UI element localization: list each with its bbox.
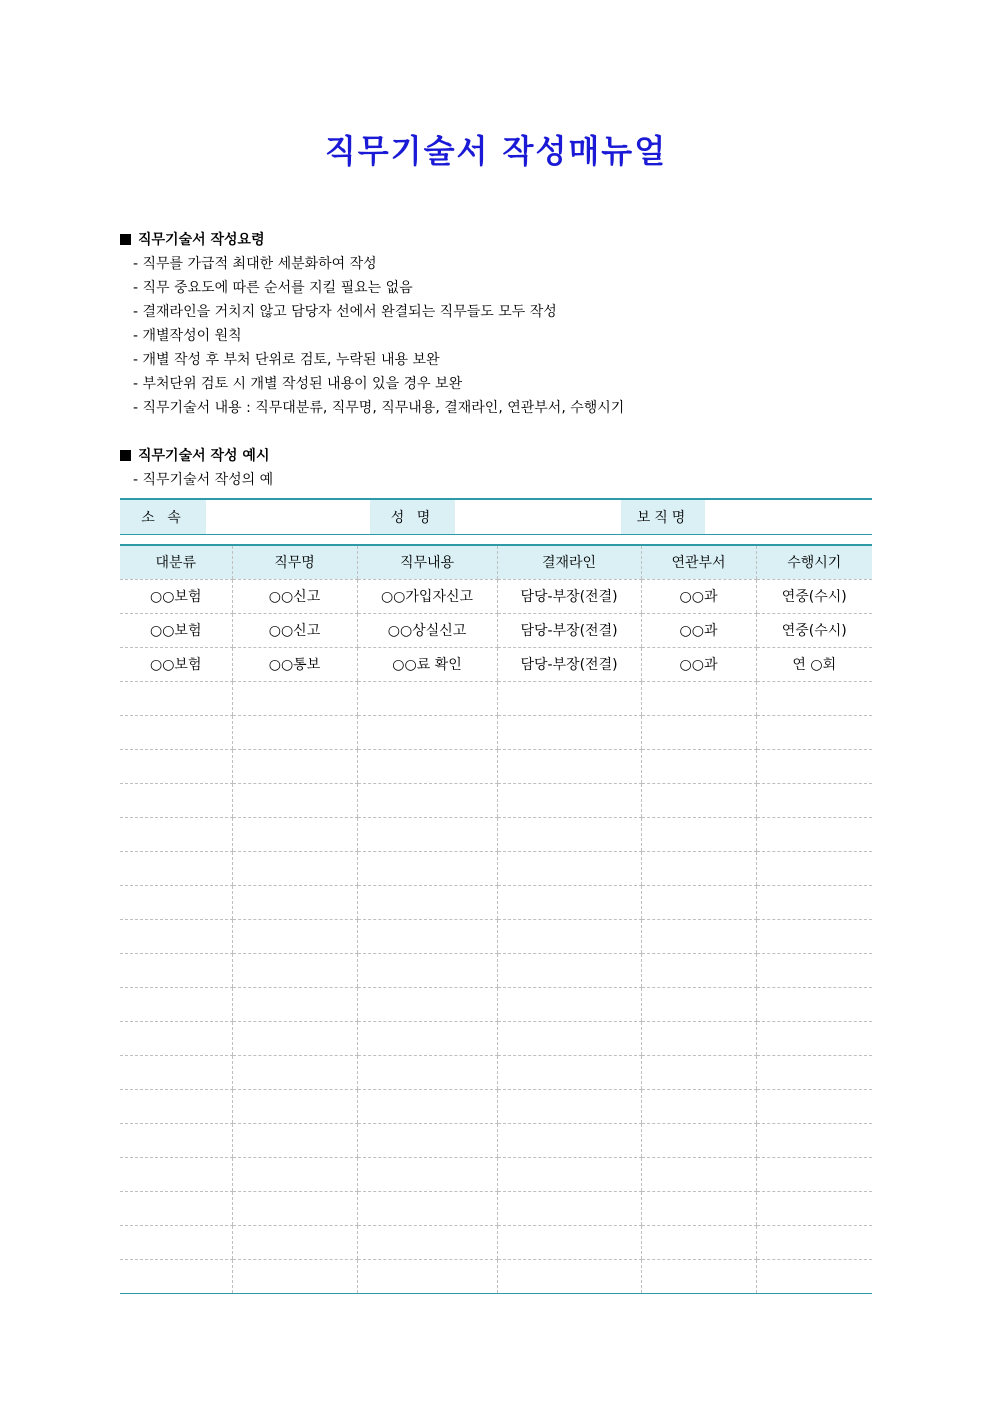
cell-approval-line[interactable] [497,885,641,919]
example-heading [120,444,880,468]
cell-approval-line: 담당-부장(전결) [497,579,641,613]
table-row [120,579,872,613]
cell-category: ○○보험 [120,613,232,647]
cell-approval-line: 담당-부장(전결) [497,613,641,647]
cell-related-dept[interactable] [641,919,756,953]
position-field[interactable] [705,500,872,534]
cell-job-name[interactable] [232,953,357,987]
cell-job-name[interactable] [232,1123,357,1157]
table-row [120,647,872,681]
cell-category[interactable] [120,1191,232,1225]
page-title: 직무기술서 작성매뉴얼 [324,132,668,170]
table-row [120,1225,872,1259]
guide-item: - 개별작성이 원칙 [133,328,242,344]
cell-approval-line[interactable] [497,1225,641,1259]
cell-job-name[interactable] [232,1021,357,1055]
guide-list [120,252,880,420]
square-bullet-icon [120,450,131,461]
cell-job-name[interactable] [232,1055,357,1089]
table-row [120,1089,872,1123]
cell-timing[interactable] [756,1157,872,1191]
cell-category[interactable] [120,851,232,885]
column-header-job-content: 직무내용 [357,545,497,579]
cell-timing: 연중(수시) [756,613,872,647]
cell-timing: 연 ○회 [756,647,872,681]
cell-job-content[interactable] [357,1157,497,1191]
cell-job-name[interactable] [232,919,357,953]
cell-related-dept[interactable] [641,851,756,885]
affiliation-field[interactable] [206,500,370,534]
table-row [120,817,872,851]
cell-category: ○○보험 [120,579,232,613]
cell-approval-line[interactable] [497,1055,641,1089]
cell-category[interactable] [120,1157,232,1191]
cell-job-name[interactable] [232,1191,357,1225]
guide-item: - 개별 작성 후 부처 단위로 검토, 누락된 내용 보완 [133,352,440,368]
cell-timing[interactable] [756,885,872,919]
cell-related-dept[interactable] [641,681,756,715]
cell-category[interactable] [120,1089,232,1123]
column-header-timing: 수행시기 [756,545,872,579]
cell-timing[interactable] [756,1021,872,1055]
cell-approval-line[interactable] [497,715,641,749]
guide-item: - 부처단위 검토 시 개별 작성된 내용이 있을 경우 보완 [133,376,463,392]
table-row [120,613,872,647]
cell-category[interactable] [120,1259,232,1293]
cell-job-content[interactable] [357,681,497,715]
name-field[interactable] [455,500,621,534]
cell-timing[interactable] [756,715,872,749]
guide-item: - 직무기술서 내용 : 직무대분류, 직무명, 직무내용, 결재라인, 연관부서, 수행시기 [133,400,625,416]
table-row [120,783,872,817]
square-bullet-icon [120,234,131,245]
table-row [120,1191,872,1225]
name-label: 성 명 [370,500,455,534]
cell-timing[interactable] [756,681,872,715]
cell-job-name[interactable] [232,715,357,749]
cell-job-name[interactable] [232,851,357,885]
table-row [120,919,872,953]
cell-related-dept[interactable] [641,885,756,919]
table-row [120,987,872,1021]
cell-category[interactable] [120,681,232,715]
example-section [120,444,880,492]
cell-job-name[interactable] [232,817,357,851]
cell-job-name[interactable] [232,987,357,1021]
cell-category[interactable] [120,783,232,817]
cell-category[interactable] [120,953,232,987]
cell-job-name[interactable] [232,1259,357,1293]
cell-job-content[interactable] [357,715,497,749]
cell-job-name[interactable] [232,1157,357,1191]
guide-item: - 결재라인을 거치지 않고 담당자 선에서 완결되는 직무들도 모두 작성 [133,304,557,320]
cell-job-content[interactable] [357,817,497,851]
cell-job-content: ○○가입자신고 [357,579,497,613]
cell-related-dept[interactable] [641,1123,756,1157]
cell-timing[interactable] [756,749,872,783]
cell-related-dept: ○○과 [641,647,756,681]
column-header-category: 대분류 [120,545,232,579]
cell-timing[interactable] [756,1055,872,1089]
cell-timing[interactable] [756,1259,872,1293]
table-row [120,681,872,715]
table-row [120,885,872,919]
cell-job-content[interactable] [357,1055,497,1089]
cell-approval-line[interactable] [497,919,641,953]
cell-category[interactable] [120,1123,232,1157]
cell-job-content[interactable] [357,1191,497,1225]
cell-timing[interactable] [756,953,872,987]
cell-related-dept: ○○과 [641,613,756,647]
cell-approval-line[interactable] [497,1157,641,1191]
cell-related-dept[interactable] [641,1021,756,1055]
cell-related-dept[interactable] [641,783,756,817]
table-row [120,1157,872,1191]
cell-related-dept[interactable] [641,1259,756,1293]
cell-job-content[interactable] [357,749,497,783]
column-header-job-name: 직무명 [232,545,357,579]
cell-job-name[interactable] [232,681,357,715]
cell-related-dept[interactable] [641,749,756,783]
cell-approval-line[interactable] [497,1259,641,1293]
guide-heading [120,228,880,252]
column-header-related-dept: 연관부서 [641,545,756,579]
cell-category[interactable] [120,1225,232,1259]
guide-section [120,228,880,420]
cell-related-dept[interactable] [641,987,756,1021]
cell-job-content[interactable] [357,987,497,1021]
cell-job-name[interactable] [232,783,357,817]
cell-related-dept[interactable] [641,1089,756,1123]
cell-approval-line[interactable] [497,953,641,987]
cell-job-content[interactable] [357,1089,497,1123]
cell-timing[interactable] [756,1089,872,1123]
cell-job-content: ○○상실신고 [357,613,497,647]
cell-approval-line[interactable] [497,681,641,715]
cell-job-content[interactable] [357,851,497,885]
cell-timing[interactable] [756,851,872,885]
cell-related-dept: ○○과 [641,579,756,613]
cell-timing[interactable] [756,1191,872,1225]
cell-job-content[interactable] [357,783,497,817]
table-row [120,715,872,749]
cell-approval-line[interactable] [497,783,641,817]
cell-job-content[interactable] [357,1021,497,1055]
cell-category[interactable] [120,749,232,783]
cell-approval-line[interactable] [497,1191,641,1225]
cell-job-name: ○○신고 [232,613,357,647]
cell-job-name[interactable] [232,749,357,783]
position-label: 보직명 [621,500,705,534]
example-list [120,468,880,492]
cell-job-name[interactable] [232,885,357,919]
affiliation-label: 소 속 [120,500,206,534]
cell-timing[interactable] [756,987,872,1021]
cell-job-name: ○○통보 [232,647,357,681]
cell-job-content[interactable] [357,953,497,987]
column-header-approval-line: 결재라인 [497,545,641,579]
table-row [120,953,872,987]
cell-approval-line[interactable] [497,749,641,783]
cell-timing: 연중(수시) [756,579,872,613]
table-header-row [120,545,872,579]
cell-approval-line[interactable] [497,851,641,885]
cell-category[interactable] [120,817,232,851]
cell-timing[interactable] [756,783,872,817]
cell-job-name[interactable] [232,1089,357,1123]
cell-timing[interactable] [756,1123,872,1157]
table-row [120,851,872,885]
cell-timing[interactable] [756,1225,872,1259]
cell-job-content[interactable] [357,919,497,953]
cell-approval-line: 담당-부장(전결) [497,647,641,681]
cell-category[interactable] [120,715,232,749]
guide-item: - 직무 중요도에 따른 순서를 지킬 필요는 없음 [133,280,413,296]
cell-job-name[interactable] [232,1225,357,1259]
table-row [120,1123,872,1157]
cell-category[interactable] [120,987,232,1021]
cell-timing[interactable] [756,817,872,851]
cell-related-dept[interactable] [641,953,756,987]
info-header-table [120,498,872,535]
cell-job-content: ○○료 확인 [357,647,497,681]
example-item: - 직무기술서 작성의 예 [133,472,274,488]
cell-job-name: ○○신고 [232,579,357,613]
cell-approval-line[interactable] [497,1089,641,1123]
cell-related-dept[interactable] [641,1157,756,1191]
cell-timing[interactable] [756,919,872,953]
cell-approval-line[interactable] [497,1021,641,1055]
cell-category[interactable] [120,885,232,919]
cell-category[interactable] [120,1021,232,1055]
table-row [120,1055,872,1089]
job-table [120,544,872,1294]
cell-related-dept[interactable] [641,817,756,851]
cell-job-content[interactable] [357,1225,497,1259]
guide-heading-text: 직무기술서 작성요령 [138,232,265,248]
cell-job-content[interactable] [357,885,497,919]
cell-related-dept[interactable] [641,715,756,749]
cell-approval-line[interactable] [497,817,641,851]
cell-related-dept[interactable] [641,1191,756,1225]
cell-category[interactable] [120,919,232,953]
table-row [120,1021,872,1055]
cell-approval-line[interactable] [497,987,641,1021]
cell-approval-line[interactable] [497,1123,641,1157]
table-row [120,1259,872,1293]
cell-job-content[interactable] [357,1259,497,1293]
guide-item: - 직무를 가급적 최대한 세분화하여 작성 [133,256,377,272]
cell-related-dept[interactable] [641,1055,756,1089]
table-row [120,749,872,783]
example-heading-text: 직무기술서 작성 예시 [138,448,270,464]
cell-category[interactable] [120,1055,232,1089]
cell-category: ○○보험 [120,647,232,681]
cell-related-dept[interactable] [641,1225,756,1259]
cell-job-content[interactable] [357,1123,497,1157]
